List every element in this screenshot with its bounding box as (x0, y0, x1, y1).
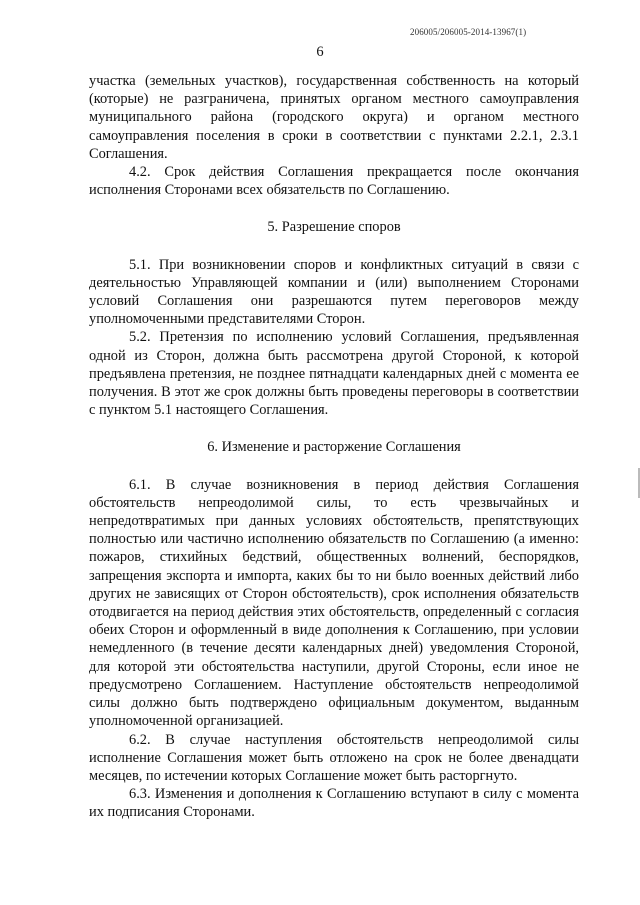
section-heading-5: 5. Разрешение споров (267, 219, 401, 236)
document-body (89, 72, 579, 822)
paragraph-5-1: 5.1. При возникновении споров и конфликтных ситуаций в связи с деятельностью Управляющей компании и (или) выполнением Сторонами условий Соглашения они разрешаются путем переговоров между уполномоченными представителями Сторон. (89, 256, 579, 328)
paragraph-6-2: 6.2. В случае наступления обстоятельств непреодолимой силы исполнение Соглашения может быть отложено на срок не более двенадцати месяцев, по истечении которых Соглашение может быть расторгнуто. (89, 731, 579, 784)
paragraph-6-1: 6.1. В случае возникновения в период действия Соглашения обстоятельств непреодолимой силы, то есть чрезвычайных и непредотвратимых при данных условиях обстоятельств, препятствующих полностью или частично исполнению обязательств по Соглашению (а именно: пожаров, стихийных бедствий, общественных волнений, беспорядков, запрещения экспорта и импорта, каких бы то ни было военных действий либо других не зависящих от Сторон обстоятельств), срок исполнения обязательств отодвигается на период действия этих обстоятельств, определенный с согласия обеих Сторон и оформленный в виде дополнения к Соглашению, при условии немедленного (в течение десяти календарных дней) уведомления Стороной, для которой эти обстоятельства наступили, другой Стороны, если иное не предусмотрено Соглашением. Наступление обстоятельств непреодолимой силы должно быть подтверждено официальным документом, выданным уполномоченной организацией. (89, 476, 579, 730)
paragraph-4-1-continuation: участка (земельных участков), государственная собственность на который (которые) не разграничена, принятых органом местного самоуправления муниципального района (городского округа) и органом местного самоуправления поселения в сроки в соответствии с пунктами 2.2.1, 2.3.1 Соглашения. (89, 73, 579, 162)
section-heading-6: 6. Изменение и расторжение Соглашения (207, 439, 461, 456)
paragraph-4-2: 4.2. Срок действия Соглашения прекращается после окончания исполнения Сторонами всех обязательств по Соглашению. (89, 164, 579, 199)
paragraph-6-3: 6.3. Изменения и дополнения к Соглашению вступают в силу с момента их подписания Сторонами. (89, 786, 579, 821)
document-id: 206005/206005-2014-13967(1) (410, 27, 527, 37)
paragraph-5-2: 5.2. Претензия по исполнению условий Соглашения, предъявленная одной из Сторон, должна быть рассмотрена другой Стороной, к которой предъявлена претензия, не позднее пятнадцати календарных дней с момента ее получения. В этот же срок должны быть проведены переговоры в соответствии с пунктом 5.1 настоящего Соглашения. (89, 329, 579, 419)
page-number: 6 (316, 44, 324, 60)
